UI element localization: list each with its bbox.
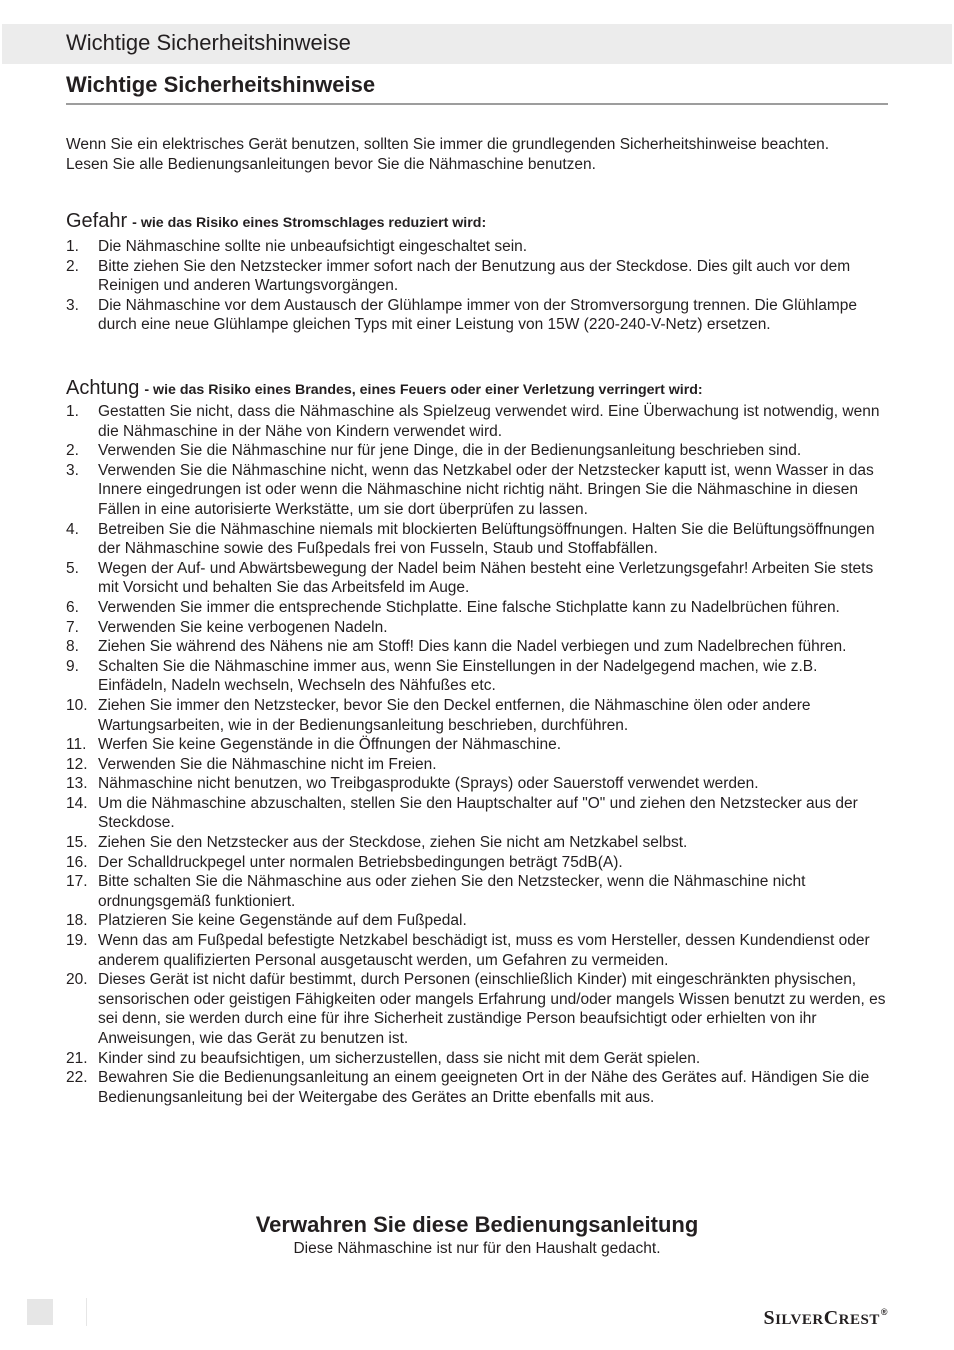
list-item-text: Betreiben Sie die Nähmaschine niemals mit blockierten Belüftungsöffnungen. Halten Sie die Belüftungsöffnungen der Nähmaschine sowie des Fußpedals frei von Fusseln, Staub und Stoffabfällen.: [98, 520, 875, 558]
list-item: [66, 774, 888, 794]
list-item: [66, 257, 888, 296]
list-item-text: Nähmaschine nicht benutzen, wo Treibgasprodukte (Sprays) oder Sauerstoff verwendet werden.: [98, 775, 759, 793]
list-item-number: 3.: [66, 461, 79, 479]
list-item: [66, 441, 888, 461]
list-item-text: Verwenden Sie die Nähmaschine nur für jene Dinge, die in der Bedienungsanleitung beschrieben sind.: [98, 442, 802, 460]
list-item-text: Verwenden Sie die Nähmaschine nicht, wenn das Netzkabel oder der Netzstecker kaputt ist, wenn Wasser in das Innere eingedrungen ist oder wenn die Nähmaschine nicht richtig näht. Bringen Sie die Nähmaschine in diesen Fällen in eine autorisierte Werkstätte, um sie dort überprüfen zu lassen.: [98, 461, 874, 518]
intro-paragraph: Lesen Sie alle Bedienungsanleitungen bevor Sie die Nähmaschine benutzen.: [66, 155, 596, 173]
gefahr-title: Gefahr: [66, 210, 128, 232]
list-item-text: Wenn das am Fußpedal befestigte Netzkabel beschädigt ist, muss es vom Hersteller, dessen Kundendienst oder anderem qualifizierten Personal ausgetauscht werden, um Gefahren zu vermeiden.: [98, 932, 870, 969]
list-item-text: Platzieren Sie keine Gegenstände auf dem Fußpedal.: [98, 912, 467, 930]
list-item: [66, 461, 888, 520]
list-item-number: 6.: [66, 598, 79, 616]
list-item-text: Der Schalldruckpegel unter normalen Betriebsbedingungen beträgt 75dB(A).: [98, 853, 623, 871]
list-item-number: 22.: [66, 1069, 88, 1087]
list-item-text: Dieses Gerät ist nicht dafür bestimmt, durch Personen (einschließlich Kinder) mit eingeschränkten physischen, sensorischen oder geistigen Fähigkeiten oder mangels Erfahrung und/oder mangels Wissen benutzt zu werden, es sei denn, sie werden durch eine für ihre Sicherheit zuständige Person beaufsichtigt oder erhielten von ihr Anweisungen, wie das Gerät zu benutzen ist.: [98, 971, 886, 1047]
list-item: [66, 296, 888, 335]
list-item-number: 12.: [66, 755, 88, 773]
list-item-number: 15.: [66, 834, 88, 852]
list-item-number: 8.: [66, 638, 79, 656]
list-item-text: Die Nähmaschine sollte nie unbeaufsichtigt eingeschaltet sein.: [98, 238, 528, 255]
heading-divider: [66, 103, 888, 105]
list-item-number: 21.: [66, 1049, 88, 1067]
list-item-number: 19.: [66, 932, 88, 950]
header-title: Wichtige Sicherheitshinweise: [66, 30, 351, 55]
closing-title: Verwahren Sie diese Bedienungsanleitung: [255, 1212, 699, 1237]
footer-divider: [86, 1298, 87, 1326]
list-item-text: Verwenden Sie die Nähmaschine nicht im Freien.: [98, 755, 437, 773]
gefahr-heading: [66, 210, 486, 233]
list-item-text: Die Nähmaschine vor dem Austausch der Glühlampe immer von der Stromversorgung trennen. Die Glühlampe durch eine neue Glühlampe gleichen Typs mit einer Leistung von 15W (220-240-V-Netz) ersetzen.: [98, 296, 857, 334]
list-item: [66, 637, 888, 657]
list-item-number: 3.: [66, 296, 79, 314]
list-item-text: Bewahren Sie die Bedienungsanleitung an einem geeigneten Ort in der Nähe des Gerätes auf. Händigen Sie die Bedienungsanleitung bei der Weitergabe des Gerätes an Dritte ebenfalls mit aus.: [98, 1069, 870, 1106]
list-item-text: Bitte ziehen Sie den Netzstecker immer sofort nach der Benutzung aus der Steckdose. Dies gilt auch vor dem Reinigen und anderen Wartungsvorgängen.: [98, 257, 851, 295]
achtung-subtitle: - wie das Risiko eines Brandes, eines Feuers oder einer Verletzung verringert wird:: [144, 382, 703, 398]
list-item: [66, 755, 888, 775]
list-item-number: 4.: [66, 520, 79, 538]
list-item: [66, 402, 888, 441]
list-item-number: 16.: [66, 853, 88, 871]
list-item-number: 1.: [66, 403, 79, 420]
list-item: [66, 618, 888, 638]
silvercrest-logo: SILVERCREST®: [763, 1307, 888, 1329]
list-item-number: 14.: [66, 794, 88, 812]
achtung-list: [66, 402, 888, 1107]
list-item: [66, 657, 888, 696]
list-item-text: Kinder sind zu beaufsichtigen, um sicherzustellen, dass sie nicht mit dem Gerät spielen.: [98, 1049, 701, 1067]
list-item: [66, 794, 888, 833]
intro-paragraph: Wenn Sie ein elektrisches Gerät benutzen, sollten Sie immer die grundlegenden Sicherheitshinweise beachten.: [66, 136, 830, 153]
list-item: [66, 1068, 888, 1107]
list-item-number: 1.: [66, 238, 79, 255]
list-item-number: 7.: [66, 618, 79, 636]
list-item: [66, 735, 888, 755]
list-item-text: Ziehen Sie immer den Netzstecker, bevor Sie den Deckel entfernen, die Nähmaschine ölen oder andere Wartungsarbeiten, wie in der Bedienungsanleitung beschrieben, durchführen.: [98, 696, 811, 734]
list-item-number: 5.: [66, 559, 79, 577]
list-item-number: 2.: [66, 442, 79, 460]
list-item: [66, 1049, 888, 1069]
list-item: [66, 833, 888, 853]
list-item-text: Verwenden Sie immer die entsprechende Stichplatte. Eine falsche Stichplatte kann zu Nadelbrüchen führen.: [98, 598, 840, 616]
list-item-number: 17.: [66, 873, 88, 891]
list-item: [66, 520, 888, 559]
page-number-tab: [27, 1299, 53, 1325]
gefahr-list: [66, 237, 888, 335]
achtung-title: Achtung: [66, 377, 140, 399]
page-heading: Wichtige Sicherheitshinweise: [66, 72, 376, 97]
list-item: [66, 931, 888, 970]
list-item-text: Werfen Sie keine Gegenstände in die Öffnungen der Nähmaschine.: [98, 736, 562, 754]
list-item: [66, 970, 888, 1048]
list-item-number: 10.: [66, 696, 88, 714]
list-item-text: Wegen der Auf- und Abwärtsbewegung der Nadel beim Nähen besteht eine Verletzungsgefahr! Arbeiten Sie stets mit Vorsicht und behalten Sie das Arbeitsfeld im Auge.: [98, 559, 874, 597]
achtung-heading: [66, 377, 703, 400]
gefahr-subtitle: - wie das Risiko eines Stromschlages reduziert wird:: [132, 215, 487, 231]
list-item-number: 9.: [66, 657, 79, 675]
closing-note: Diese Nähmaschine ist nur für den Haushalt gedacht.: [293, 1240, 661, 1257]
list-item-number: 20.: [66, 971, 88, 989]
list-item: [66, 872, 888, 911]
list-item-text: Bitte schalten Sie die Nähmaschine aus oder ziehen Sie den Netzstecker, wenn die Nähmaschine nicht ordnungsgemäß funktioniert.: [98, 873, 806, 910]
list-item-number: 18.: [66, 912, 88, 930]
list-item-number: 13.: [66, 775, 88, 793]
list-item: [66, 853, 888, 873]
list-item-text: Ziehen Sie während des Nähens nie am Stoff! Dies kann die Nadel verbiegen und zum Nadelbrechen führen.: [98, 638, 847, 656]
list-item-text: Verwenden Sie keine verbogenen Nadeln.: [98, 618, 388, 636]
list-item-number: 11.: [66, 736, 87, 754]
list-item-text: Um die Nähmaschine abzuschalten, stellen Sie den Hauptschalter auf "O" und ziehen den Netzstecker aus der Steckdose.: [98, 794, 858, 832]
list-item: [66, 911, 888, 931]
list-item: [66, 696, 888, 735]
list-item-number: 2.: [66, 257, 79, 275]
list-item: [66, 598, 888, 618]
list-item-text: Schalten Sie die Nähmaschine immer aus, wenn Sie Einstellungen in der Nadelgegend machen, wie z.B. Einfädeln, Nadeln wechseln, Wechseln des Nähfußes etc.: [98, 657, 818, 695]
intro-text: [66, 135, 888, 174]
list-item: [66, 237, 888, 257]
list-item: [66, 559, 888, 598]
list-item-text: Ziehen Sie den Netzstecker aus der Steckdose, ziehen Sie nicht am Netzkabel selbst.: [98, 834, 688, 852]
list-item-text: Gestatten Sie nicht, dass die Nähmaschine als Spielzeug verwendet wird. Eine Überwachung ist notwendig, wenn die Nähmaschine in der Nähe von Kindern verwendet wird.: [98, 403, 880, 440]
